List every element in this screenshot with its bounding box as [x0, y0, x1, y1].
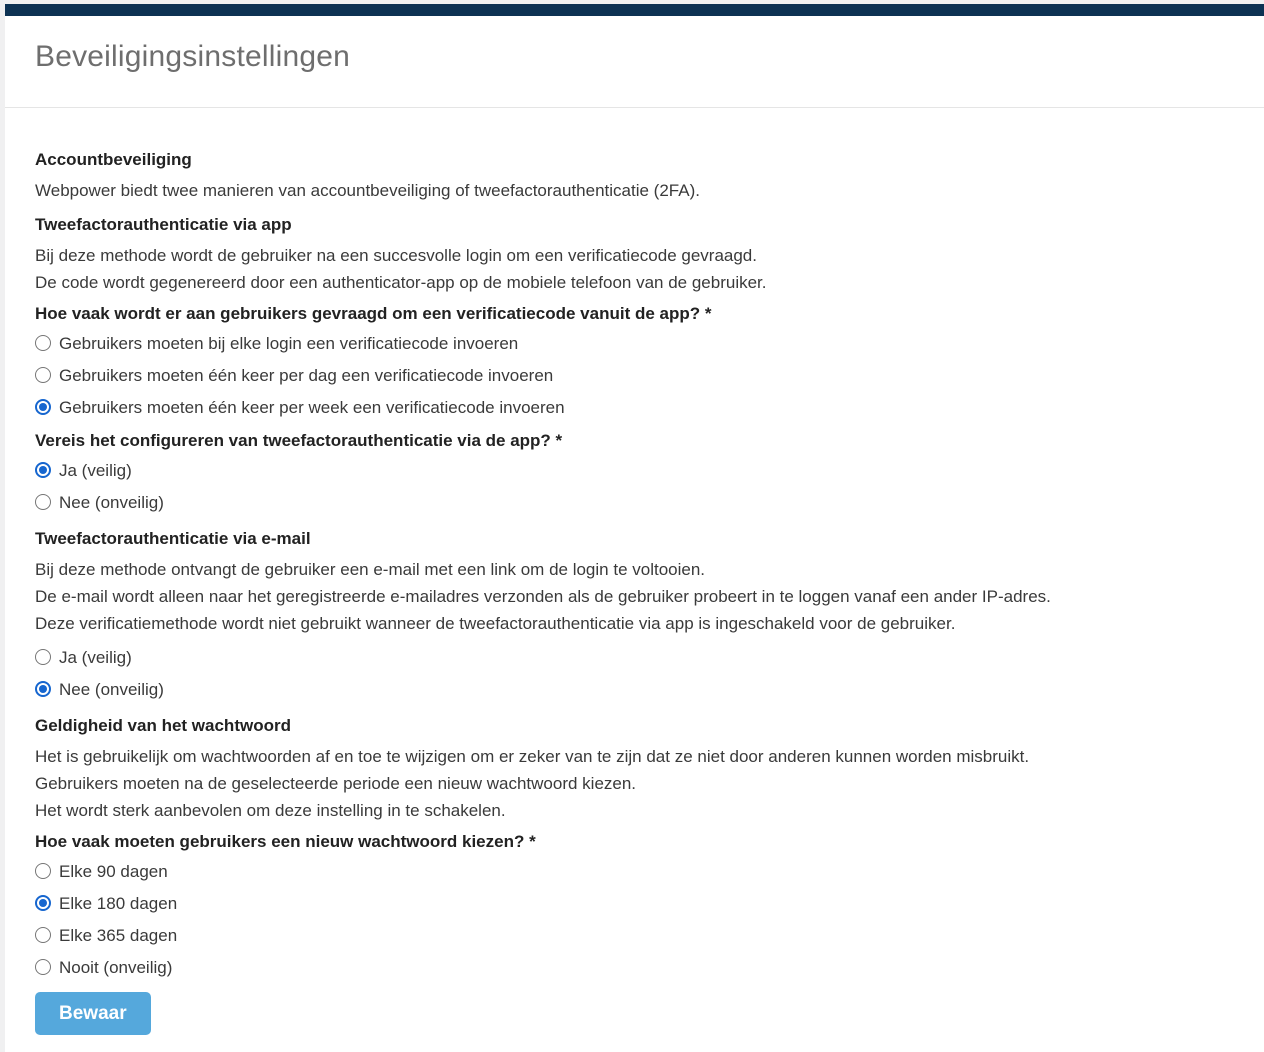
password-validity-desc-line-1: Het is gebruikelijk om wachtwoorden af en toe te wijzigen om er zeker van te zijn dat ze niet door anderen kunnen worden misbruikt. [35, 747, 1030, 766]
heading-app-2fa: Tweefactorauthenticatie via app [35, 215, 292, 234]
radio-option-password-90-days[interactable] [35, 855, 1234, 887]
radio-option-frequency-once-per-week[interactable] [35, 391, 1234, 423]
radio-option-label: Ja (veilig) [59, 647, 132, 667]
radio-option-label: Nee (onveilig) [59, 492, 164, 512]
app-2fa-desc-line-2: De code wordt gegenereerd door een authenticator-app op de mobiele telefoon van de gebruiker. [35, 273, 767, 292]
email-2fa-desc-line-1: Bij deze methode ontvangt de gebruiker een e-mail met een link om de login te voltooien. [35, 560, 706, 579]
radio-option-require-app-no[interactable] [35, 486, 1234, 518]
radio-icon[interactable] [35, 681, 51, 697]
question-require-app-2fa: Vereis het configureren van tweefactorauthenticatie via de app? * [35, 431, 563, 450]
password-validity-desc-line-3: Het wordt sterk aanbevolen om deze instelling in te schakelen. [35, 801, 506, 820]
question-password-renewal: Hoe vaak moeten gebruikers een nieuw wachtwoord kiezen? * [35, 832, 536, 851]
settings-form [5, 108, 1264, 1035]
radio-option-label: Elke 180 dagen [59, 893, 178, 913]
radio-icon[interactable] [35, 959, 51, 975]
email-2fa-desc-line-3: Deze verificatiemethode wordt niet gebruikt wanneer de tweefactorauthenticatie via app is ingeschakeld voor de gebruiker. [35, 614, 956, 633]
email-2fa-desc-line-2: De e-mail wordt alleen naar het geregistreerde e-mailadres verzonden als de gebruiker probeert in te loggen vanaf een ander IP-adres. [35, 587, 1051, 606]
radio-icon[interactable] [35, 399, 51, 415]
radio-group-require-app-2fa [35, 454, 1234, 518]
radio-icon[interactable] [35, 895, 51, 911]
radio-option-password-365-days[interactable] [35, 919, 1234, 951]
radio-icon[interactable] [35, 494, 51, 510]
radio-option-label: Elke 90 dagen [59, 861, 168, 881]
password-validity-description [35, 743, 1234, 824]
heading-password-validity: Geldigheid van het wachtwoord [35, 716, 291, 735]
radio-option-label: Gebruikers moeten bij elke login een verificatiecode invoeren [59, 333, 519, 353]
radio-icon[interactable] [35, 367, 51, 383]
radio-icon[interactable] [35, 335, 51, 351]
radio-group-password-renewal [35, 855, 1234, 983]
page-title: Beveiligingsinstellingen [35, 40, 350, 73]
app-2fa-description [35, 242, 1234, 296]
top-accent-bar [5, 4, 1264, 16]
radio-icon[interactable] [35, 927, 51, 943]
question-app-code-frequency: Hoe vaak wordt er aan gebruikers gevraagd om een verificatiecode vanuit de app? * [35, 304, 712, 323]
radio-icon[interactable] [35, 649, 51, 665]
radio-option-frequency-every-login[interactable] [35, 327, 1234, 359]
account-security-intro: Webpower biedt twee manieren van accountbeveiliging of tweefactorauthenticatie (2FA). [35, 181, 700, 200]
radio-option-require-app-yes[interactable] [35, 454, 1234, 486]
save-button[interactable]: Bewaar [35, 992, 151, 1035]
radio-option-label: Nooit (onveilig) [59, 957, 173, 977]
radio-group-email-2fa [35, 641, 1234, 705]
radio-option-label: Gebruikers moeten één keer per week een verificatiecode invoeren [59, 397, 565, 417]
radio-option-label: Elke 365 dagen [59, 925, 178, 945]
radio-option-label: Ja (veilig) [59, 460, 132, 480]
radio-icon[interactable] [35, 462, 51, 478]
radio-group-app-code-frequency [35, 327, 1234, 423]
password-validity-desc-line-2: Gebruikers moeten na de geselecteerde periode een nieuw wachtwoord kiezen. [35, 774, 637, 793]
heading-account-security: Accountbeveiliging [35, 150, 192, 169]
radio-icon[interactable] [35, 863, 51, 879]
page-header [5, 0, 1264, 108]
radio-option-label: Nee (onveilig) [59, 679, 164, 699]
heading-email-2fa: Tweefactorauthenticatie via e-mail [35, 529, 311, 548]
radio-option-email-2fa-no[interactable] [35, 673, 1234, 705]
radio-option-frequency-once-per-day[interactable] [35, 359, 1234, 391]
radio-option-label: Gebruikers moeten één keer per dag een verificatiecode invoeren [59, 365, 554, 385]
radio-option-password-never[interactable] [35, 951, 1234, 983]
email-2fa-description [35, 556, 1234, 637]
app-2fa-desc-line-1: Bij deze methode wordt de gebruiker na een succesvolle login om een verificatiecode gevraagd. [35, 246, 757, 265]
page-left-gutter [0, 0, 5, 1052]
radio-option-password-180-days[interactable] [35, 887, 1234, 919]
radio-option-email-2fa-yes[interactable] [35, 641, 1234, 673]
